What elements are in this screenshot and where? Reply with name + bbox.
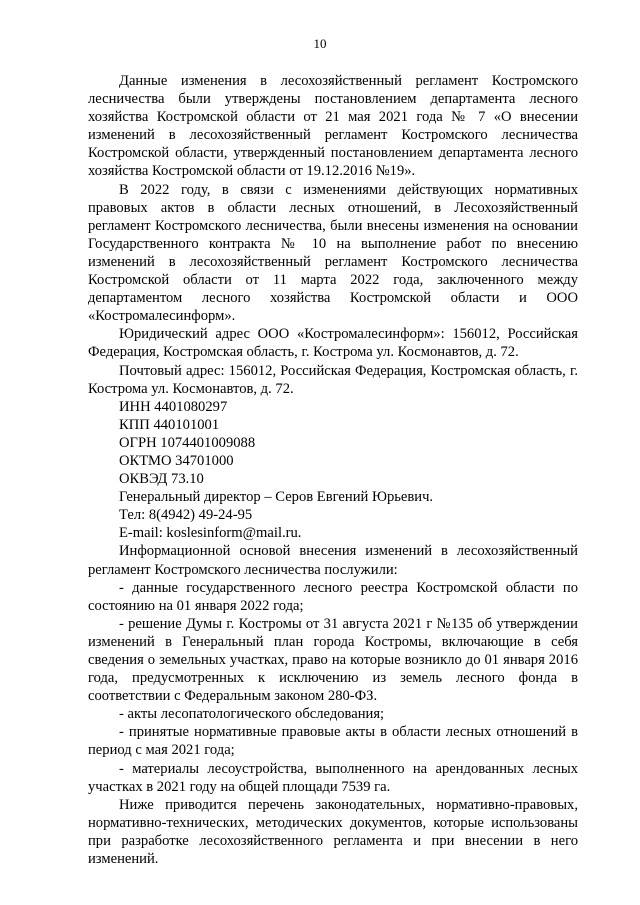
list-item: - принятые нормативные правовые акты в области лесных отношений в период с мая 2021 года; xyxy=(88,724,578,759)
requisite-inn: ИНН 4401080297 xyxy=(119,398,228,415)
page-number: 10 xyxy=(313,36,327,51)
document-body xyxy=(88,72,578,868)
requisite-email: E-mail: koslesinform@mail.ru. xyxy=(119,525,302,542)
requisite-ogrn: ОГРН 1074401009088 xyxy=(119,434,256,451)
paragraph-closing: Ниже приводится перечень законодательных, нормативно-правовых, нормативно-технических, методических документов, которые использованы при разработке лесохозяйственного регламента и при внесении в него изменений. xyxy=(88,796,578,868)
requisite-kpp: КПП 440101001 xyxy=(119,416,220,433)
list-item: - материалы лесоустройства, выполненного на арендованных лесных участках в 2021 году на общей площади 7539 га. xyxy=(88,760,578,795)
paragraph-regulation-approval: Данные изменения в лесохозяйственный регламент Костромского лесничества были утверждены постановлением департамента лесного хозяйства Костромской области от 21 мая 2021 года № 7 «О внесении изменений в лесохозяйственный регламент Костромского лесничества Костромской области, утвержденный постановлением департамента лесного хозяйства Костромской области от 19.12.2016 №19». xyxy=(88,73,578,180)
requisite-okved: ОКВЭД 73.10 xyxy=(119,471,204,488)
list-item: - решение Думы г. Костромы от 31 августа 2021 г №135 об утверждении изменений в Генеральный план города Костромы, включающие в себя сведения о земельных участках, право на которые возникло до 01 января 2016 года, предусмотренных к исключению из земель лесного фонда в соответствии с Федеральным законом 280-ФЗ. xyxy=(88,615,578,705)
list-item: - акты лесопатологического обследования; xyxy=(119,706,385,723)
requisite-oktmo: ОКТМО 34701000 xyxy=(119,452,234,469)
requisite-phone: Тел: 8(4942) 49-24-95 xyxy=(119,507,253,524)
list-item: - данные государственного лесного реестра Костромской области по состоянию на 01 января 2022 года; xyxy=(88,579,578,614)
requisite-director: Генеральный директор – Серов Евгений Юрьевич. xyxy=(119,489,434,506)
paragraph-legal-address: Юридический адрес ООО «Костромалесинформ»: 156012, Российская Федерация, Костромская область, г. Кострома ул. Космонавтов, д. 72. xyxy=(88,326,578,361)
paragraph-2022-changes: В 2022 году, в связи с изменениями действующих нормативных правовых актов в области лесных отношений, в Лесохозяйственный регламент Костромского лесничества, были внесены изменения на основании Государственного контракта № 10 на выполнение работ по внесению изменений в лесохозяйственный регламент Костромского лесничества Костромской области от 11 марта 2022 года, заключенного между департаментом лесного хозяйства Костромской области и ООО «Костромалесинформ». xyxy=(88,181,578,325)
paragraph-postal-address: Почтовый адрес: 156012, Российская Федерация, Костромская область, г. Кострома ул. Космонавтов, д. 72. xyxy=(88,362,578,397)
paragraph-basis-intro: Информационной основой внесения изменений в лесохозяйственный регламент Костромского лесничества послужили: xyxy=(88,543,578,578)
